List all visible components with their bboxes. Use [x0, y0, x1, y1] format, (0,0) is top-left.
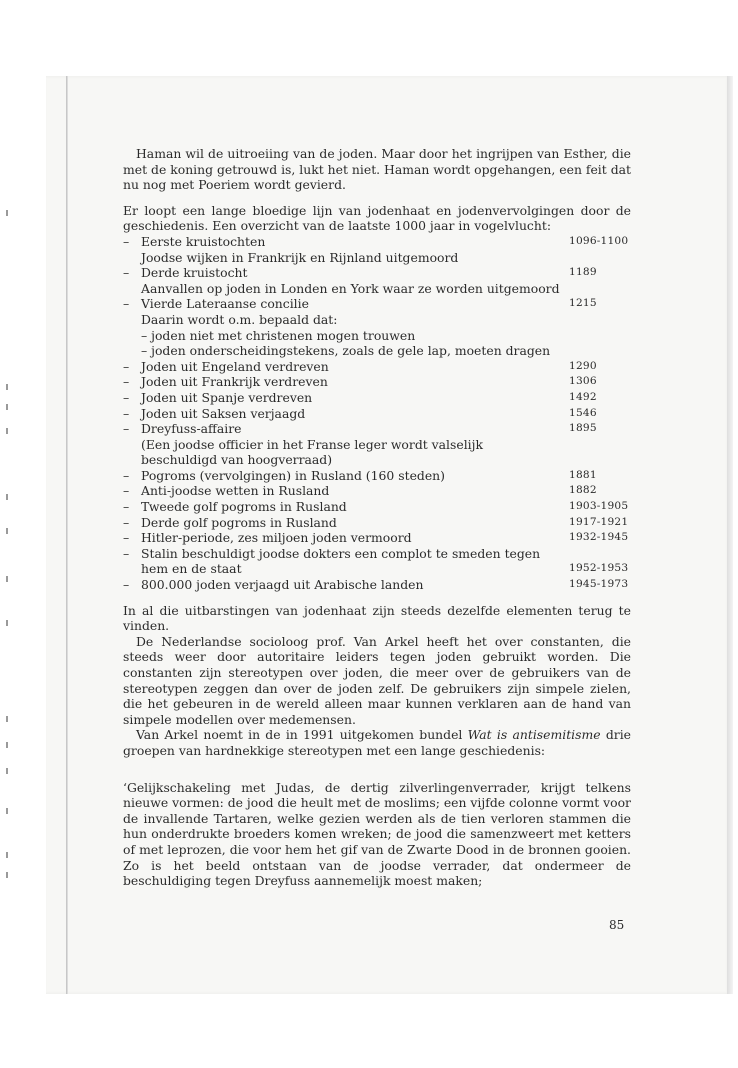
- timeline-event: Anti-joodse wetten in Rusland: [141, 483, 330, 499]
- timeline-entry: [123, 577, 631, 593]
- list-dash: –: [123, 358, 130, 374]
- timeline-year: 1932-1945: [569, 531, 629, 544]
- paragraph-quote-judas: ‘Gelijkschakeling met Judas, de dertig zilverlingenverrader, krijgt telkens nieuwe vormen: de jood die heult met de moslims; een vijfde colonne vormt voor de invallende Tartaren, welke gezien werden als de tien verloren stammen die hun onderdrukte broeders komen wreken; de jood die samenzweert met ketters of met leprozen, die voor hem het gif van de Zwarte Dood in de bronnen gooien. Zo is het beeld ontstaan van de joodse verrader, dat ondermeer de beschuldiging tegen Dreyfuss aannemelijk moest maken;: [123, 779, 631, 889]
- timeline-year: 1492: [569, 390, 597, 403]
- list-dash: –: [123, 421, 130, 437]
- timeline-year: 1096-1100: [569, 234, 629, 247]
- timeline-event: Pogroms (vervolgingen) in Rusland (160 steden): [141, 467, 445, 483]
- timeline-detail: Joodse wijken in Frankrijk en Rijnland uitgemoord: [141, 249, 459, 265]
- timeline-event: Tweede golf pogroms in Rusland: [141, 499, 347, 515]
- timeline-entry: [123, 499, 631, 515]
- timeline-entry: [123, 374, 631, 390]
- timeline-event: Derde kruistocht: [141, 265, 248, 281]
- list-dash: –: [123, 530, 130, 546]
- bleed-mark: [6, 428, 8, 434]
- timeline-entry: [123, 406, 631, 422]
- timeline-year: 1882: [569, 484, 597, 497]
- list-dash: –: [123, 483, 130, 499]
- timeline-entry: [123, 468, 631, 484]
- list-dash: –: [123, 233, 130, 249]
- text-run: drie groepen van hardnekkige stereotypen met een lange geschiedenis:: [123, 727, 631, 758]
- book-title: Wat is antisemitisme: [467, 727, 601, 743]
- timeline-year: 1215: [569, 297, 597, 310]
- timeline-entry: [123, 421, 631, 468]
- text-run: Van Arkel noemt in de in 1991 uitgekomen bundel: [136, 727, 468, 743]
- page-body: [123, 146, 631, 889]
- timeline-detail: Aanvallen op joden in Londen en York waar ze worden uitgemoord: [141, 280, 560, 296]
- timeline-event: Eerste kruistochten: [141, 233, 266, 249]
- timeline-year: 1306: [569, 375, 597, 388]
- timeline-entry: [123, 515, 631, 531]
- timeline-year: 1290: [569, 359, 597, 372]
- page-number: 85: [609, 918, 625, 932]
- timeline-detail: (Een joodse officier in het Franse leger wordt valselijk beschuldigd van hoogverraad): [141, 436, 483, 468]
- timeline-event: 800.000 joden verjaagd uit Arabische landen: [141, 577, 424, 593]
- bleed-mark: [6, 210, 8, 216]
- bleed-mark: [6, 742, 8, 748]
- list-dash: –: [123, 265, 130, 281]
- timeline-year: 1903-1905: [569, 500, 629, 513]
- timeline-event: Dreyfuss-affaire: [141, 421, 242, 437]
- list-dash: –: [123, 405, 130, 421]
- bleed-mark: [6, 404, 8, 410]
- bleed-mark: [6, 384, 8, 390]
- timeline-event: Joden uit Spanje verdreven: [141, 389, 313, 405]
- timeline-subpoint: – joden onderscheidingstekens, zoals de gele lap, moeten dragen: [141, 343, 551, 359]
- list-dash: –: [123, 545, 130, 561]
- timeline-year: 1881: [569, 468, 597, 481]
- timeline-event: Stalin beschuldigt joodse dokters een complot te smeden tegen hem en de staat: [141, 545, 541, 577]
- list-dash: –: [123, 514, 130, 530]
- timeline-event: Joden uit Frankrijk verdreven: [141, 374, 328, 390]
- page-gutter: [66, 76, 68, 994]
- list-dash: –: [123, 577, 130, 593]
- paragraph-constants: In al die uitbarstingen van jodenhaat zijn steeds dezelfde elementen terug te vinden.: [123, 602, 631, 634]
- paragraph-haman: Haman wil de uitroeiing van de joden. Maar door het ingrijpen van Esther, die met de koning getrouwd is, lukt het niet. Haman wordt opgehangen, een feit dat nu nog met Poeriem wordt gevierd.: [123, 146, 631, 193]
- timeline-event: Joden uit Engeland verdreven: [141, 358, 329, 374]
- timeline-entry: [123, 265, 631, 296]
- paragraph-intro-timeline: Er loopt een lange bloedige lijn van jodenhaat en jodenvervolgingen door de geschiedenis. Een overzicht van de laatste 1000 jaar in vogelvlucht:: [123, 202, 631, 234]
- timeline-detail: Daarin wordt o.m. bepaald dat:: [141, 311, 338, 327]
- timeline-year: 1546: [569, 406, 597, 419]
- timeline-entry: [123, 390, 631, 406]
- list-dash: –: [123, 389, 130, 405]
- bleed-mark: [6, 808, 8, 814]
- timeline-entry: [123, 546, 631, 577]
- page-edge: [727, 76, 733, 994]
- timeline-year: 1895: [569, 422, 597, 435]
- timeline-year: 1945-1973: [569, 578, 629, 591]
- bleed-mark: [6, 528, 8, 534]
- timeline-year: 1952-1953: [569, 562, 629, 575]
- timeline-event: Derde golf pogroms in Rusland: [141, 514, 337, 530]
- paragraph-van-arkel: De Nederlandse socioloog prof. Van Arkel heeft het over constanten, die steeds weer door autoritaire leiders tegen joden gebruikt worden. Die constanten zijn stereotypen over joden, die meer over de gebruikers van de stereotypen zeggen dan over de joden zelf. De gebruikers zijn simpele zielen, die het gebeuren in de wereld alleen maar kunnen verklaren aan de hand van simpele modellen over medemensen.: [123, 633, 631, 727]
- bleed-mark: [6, 576, 8, 582]
- bleed-mark: [6, 494, 8, 500]
- bleed-mark: [6, 620, 8, 626]
- timeline-subpoint: – joden niet met christenen mogen trouwen: [141, 327, 416, 343]
- timeline-entry: [123, 483, 631, 499]
- timeline-event: Vierde Lateraanse concilie: [141, 296, 309, 312]
- timeline-entry: [123, 530, 631, 546]
- timeline-entry: [123, 234, 631, 265]
- list-dash: –: [123, 296, 130, 312]
- list-dash: –: [123, 374, 130, 390]
- timeline-year: 1189: [569, 266, 597, 279]
- paragraph-stereotypes: [123, 727, 631, 758]
- bleed-mark: [6, 768, 8, 774]
- timeline-year: 1917-1921: [569, 515, 629, 528]
- list-dash: –: [123, 499, 130, 515]
- timeline-entry: [123, 296, 631, 358]
- timeline-entry: [123, 359, 631, 375]
- bleed-mark: [6, 852, 8, 858]
- bleed-mark: [6, 716, 8, 722]
- timeline-event: Hitler-periode, zes miljoen joden vermoord: [141, 530, 412, 546]
- persecution-timeline: [123, 234, 631, 593]
- list-dash: –: [123, 467, 130, 483]
- bleed-mark: [6, 872, 8, 878]
- timeline-event: Joden uit Saksen verjaagd: [141, 405, 306, 421]
